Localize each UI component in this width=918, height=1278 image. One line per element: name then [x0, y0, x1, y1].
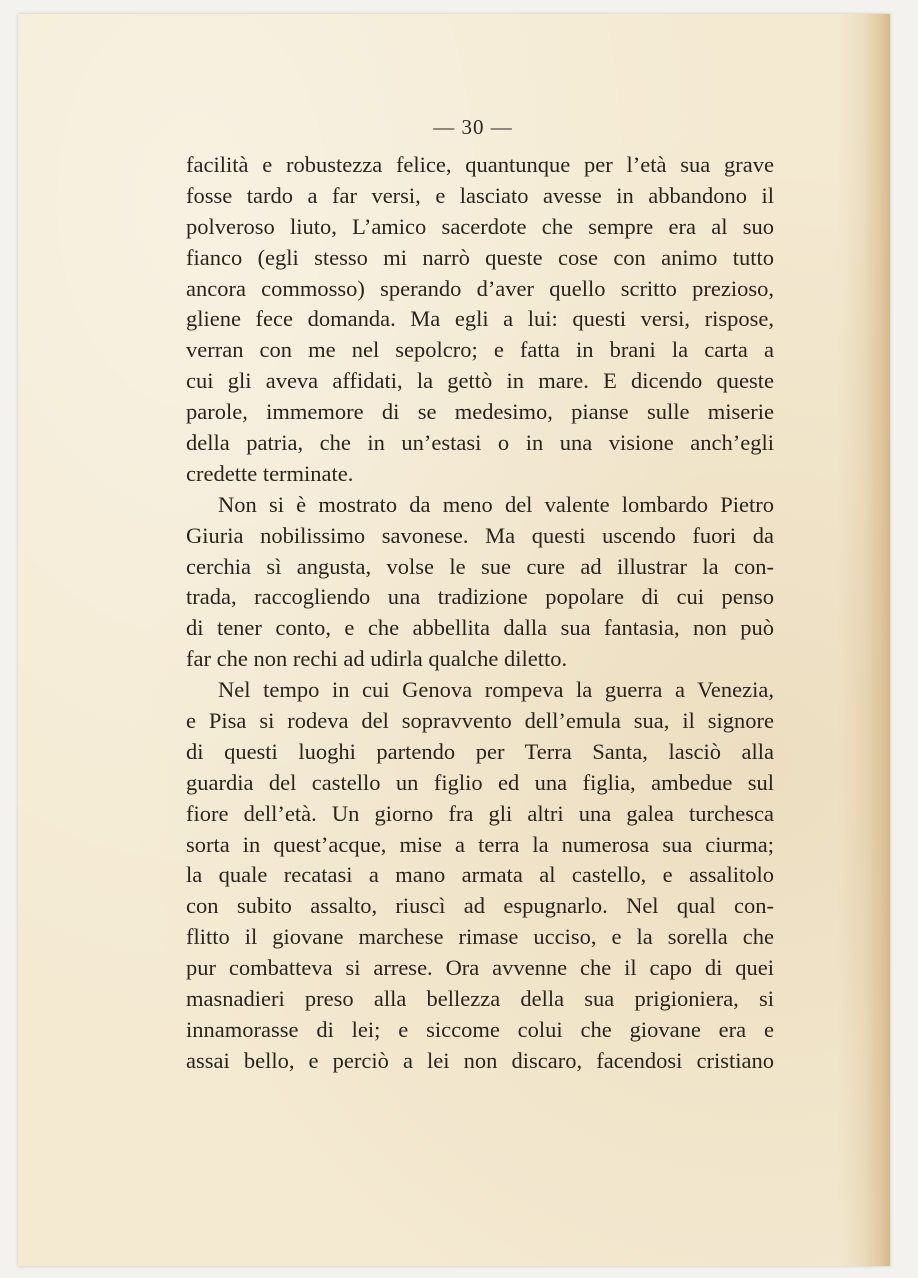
- text-line: innamorasse di lei; e siccome colui che giovane era e: [186, 1016, 774, 1042]
- text-line: assai bello, e perciò a lei non discaro, facendosi cristiano: [186, 1047, 774, 1073]
- text-line: cui gli aveva affidati, la gettò in mare. E dicendo queste: [186, 368, 774, 394]
- text-line: di questi luoghi partendo per Terra Santa, lasciò alla: [186, 738, 774, 764]
- text-line: pur combatteva si arrese. Ora avvenne che il capo di quei: [186, 955, 774, 981]
- text-line: sorta in quest’acque, mise a terra la numerosa sua ciurma;: [186, 831, 774, 857]
- text-line: flitto il giovane marchese rimase ucciso, e la sorella che: [186, 924, 774, 950]
- text-line: gliene fece domanda. Ma egli a lui: questi versi, rispose,: [186, 306, 774, 332]
- paragraph-3: [186, 675, 774, 1077]
- paragraph-2: [186, 490, 774, 675]
- paragraph-1: [186, 150, 774, 490]
- text-line: verran con me nel sepolcro; e fatta in brani la carta a: [186, 337, 774, 363]
- text-line: guardia del castello un figlio ed una figlia, ambedue sul: [186, 769, 774, 795]
- text-line: credette terminate.: [186, 460, 354, 486]
- text-line: polveroso liuto, L’amico sacerdote che sempre era al suo: [186, 213, 774, 239]
- text-line: ancora commosso) sperando d’aver quello scritto prezioso,: [186, 275, 774, 301]
- body-text: [186, 150, 774, 1077]
- text-line: Nel tempo in cui Genova rompeva la guerra a Venezia,: [218, 677, 774, 703]
- text-line: facilità e robustezza felice, quantunque per l’età sua grave: [186, 152, 774, 177]
- text-line: fosse tardo a far versi, e lasciato avesse in abbandono il: [186, 182, 774, 208]
- text-line: parole, immemore di se medesimo, pianse sulle miserie: [186, 399, 774, 425]
- text-line: e Pisa si rodeva del sopravvento dell’emula sua, il signore: [186, 708, 774, 734]
- page-edge-shadow: [864, 14, 890, 1266]
- text-line: Non si è mostrato da meno del valente lombardo Pietro: [218, 491, 774, 517]
- text-line: della patria, che in un’estasi o in una visione anch’egli: [186, 430, 774, 456]
- page-number: — 30 —: [433, 115, 513, 139]
- text-line: cerchia sì angusta, volse le sue cure ad illustrar la con-: [186, 553, 774, 579]
- text-line: masnadieri preso alla bellezza della sua prigioniera, si: [186, 986, 774, 1012]
- text-line: Giuria nobilissimo savonese. Ma questi uscendo fuori da: [186, 522, 774, 548]
- text-line: fianco (egli stesso mi narrò queste cose con animo tutto: [186, 244, 774, 270]
- text-line: far che non rechi ad udirla qualche diletto.: [186, 646, 568, 672]
- text-line: fiore dell’età. Un giorno fra gli altri una galea turchesca: [186, 800, 774, 826]
- text-line: trada, raccogliendo una tradizione popolare di cui penso: [186, 584, 774, 610]
- text-line: con subito assalto, riuscì ad espugnarlo. Nel qual con-: [186, 893, 774, 919]
- text-line: la quale recatasi a mano armata al castello, e assalitolo: [186, 862, 774, 888]
- text-line: di tener conto, e che abbellita dalla sua fantasia, non può: [186, 615, 774, 641]
